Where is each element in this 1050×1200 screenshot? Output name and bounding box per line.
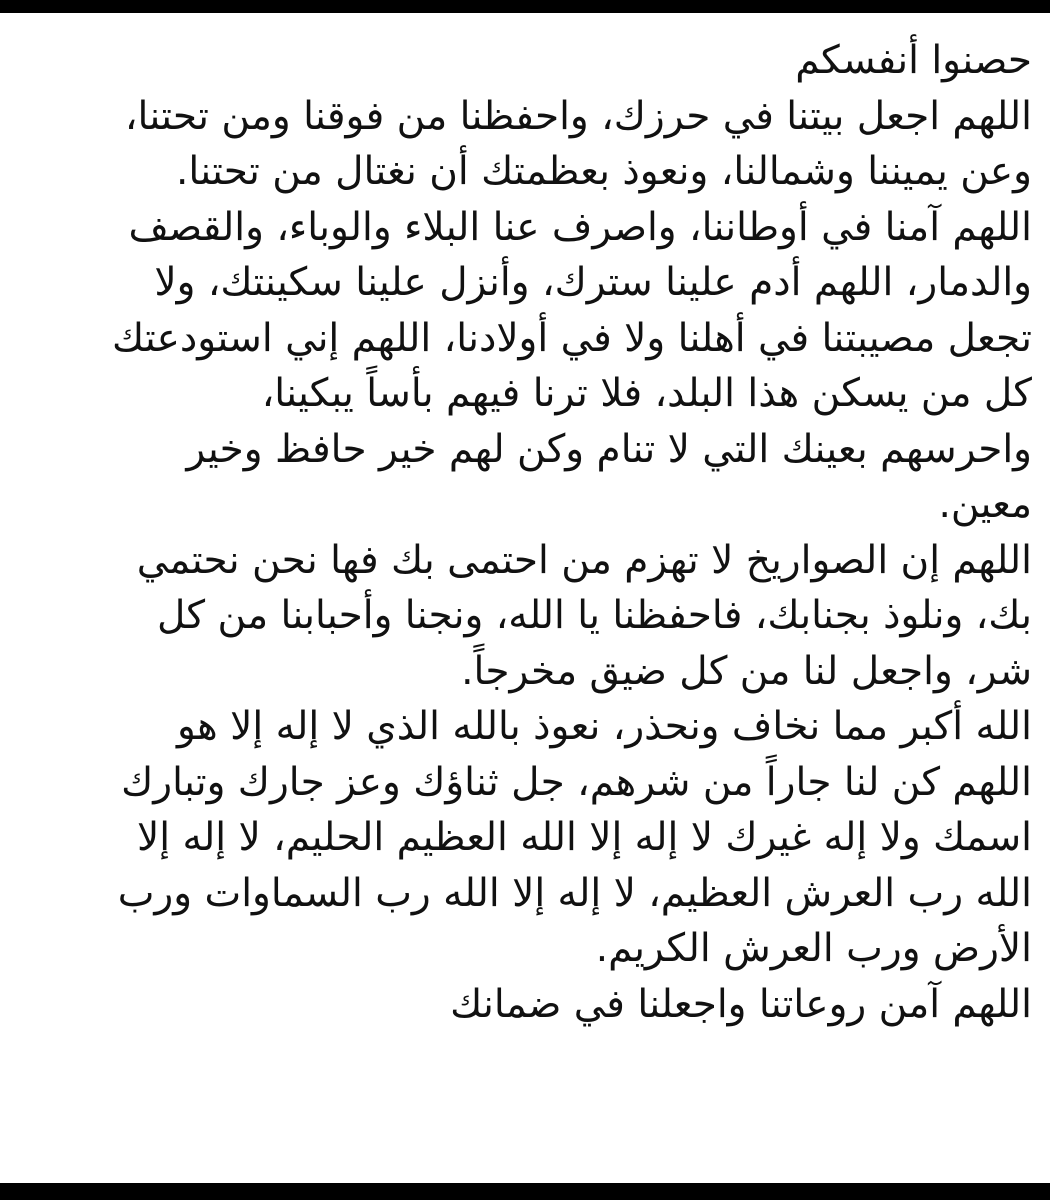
text-line: اللهم إن الصواريخ لا تهزم من احتمى بك فها نحن نحتمي	[136, 537, 1032, 583]
text-line: اللهم اجعل بيتنا في حرزك، واحفظنا من فوقنا ومن تحتنا،	[124, 93, 1032, 139]
text-line: بك، ونلوذ بجنابك، فاحفظنا يا الله، ونجنا وأحبابنا من كل	[157, 593, 1032, 638]
text-line: والدمار، اللهم أدم علينا سترك، وأنزل علينا سكينتك، ولا	[154, 260, 1032, 305]
text-line: الله رب العرش العظيم، لا إله إلا الله رب السماوات ورب	[117, 870, 1032, 916]
text-line: اللهم كن لنا جاراً من شرهم، جل ثناؤك وعز جارك وتبارك	[121, 759, 1032, 805]
text-line-title: حصنوا أنفسكم	[795, 38, 1032, 83]
text-line: شر، واجعل لنا من كل ضيق مخرجاً.	[461, 648, 1032, 694]
prayer-text	[20, 33, 1032, 1032]
text-line: واحرسهم بعينك التي لا تنام وكن لهم خير حافظ وخير	[186, 426, 1032, 472]
text-line: معين.	[938, 482, 1032, 527]
text-line: اللهم آمنا في أوطاننا، واصرف عنا البلاء والوباء، والقصف	[128, 204, 1032, 250]
text-line: الأرض ورب العرش الكريم.	[595, 926, 1032, 971]
text-line: تجعل مصيبتنا في أهلنا ولا في أولادنا، اللهم إني استودعتك	[111, 315, 1032, 361]
text-line: الله أكبر مما نخاف ونحذر، نعوذ بالله الذي لا إله إلا هو	[176, 704, 1032, 749]
bottom-border	[0, 1183, 1050, 1200]
text-line: اسمك ولا إله غيرك لا إله إلا الله العظيم الحليم، لا إله إلا	[136, 815, 1032, 860]
document-page	[0, 13, 1050, 1183]
text-line: اللهم آمن روعاتنا واجعلنا في ضمانك	[450, 981, 1032, 1027]
text-line: وعن يميننا وشمالنا، ونعوذ بعظمتك أن نغتال من تحتنا.	[175, 149, 1032, 194]
text-line: كل من يسكن هذا البلد، فلا ترنا فيهم بأساً يبكينا،	[261, 371, 1032, 416]
